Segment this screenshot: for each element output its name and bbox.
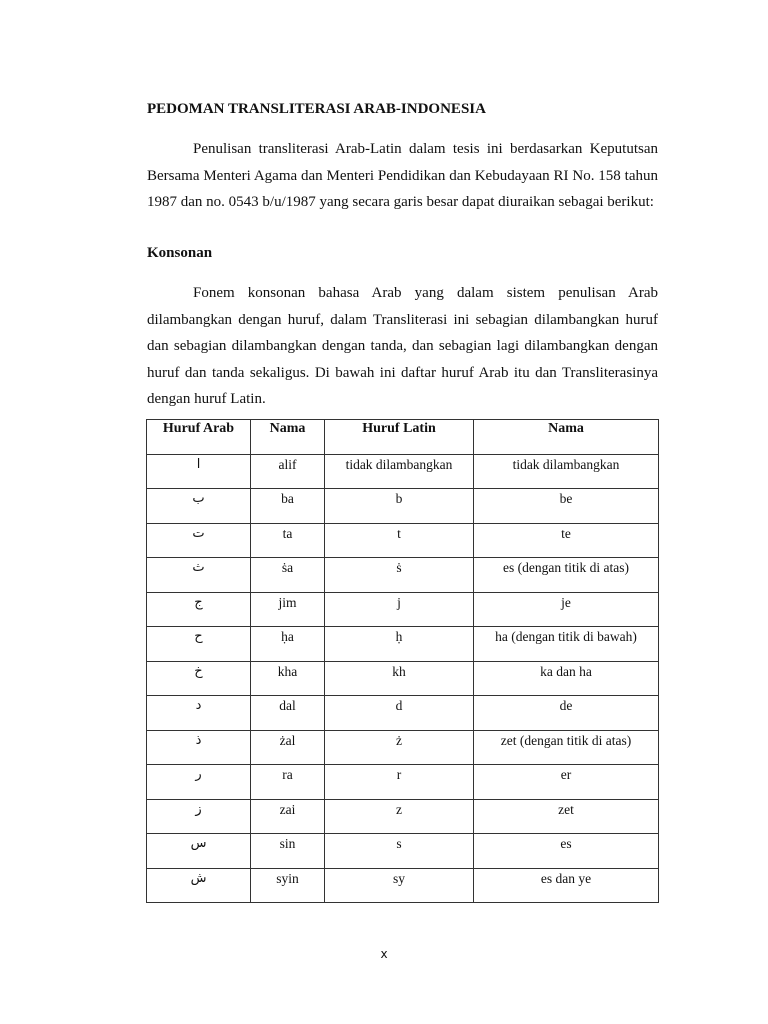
konsonan-paragraph: Fonem konsonan bahasa Arab yang dalam sistem penulisan Arab dilambangkan dengan huruf, dalam Transliterasi ini sebagian dilambangkan huruf dan sebagian dilambangkan dengan tanda, dan sebagian lagi dilambangkan dengan huruf dan tanda sekaligus. Di bawah ini daftar huruf Arab itu dan Transliterasinya dengan huruf Latin. <box>147 285 658 407</box>
cell-latin-name: er <box>474 765 659 800</box>
cell-latin-name: es dan ye <box>474 868 659 903</box>
cell-latin-name: es (dengan titik di atas) <box>474 558 659 593</box>
table-row <box>147 730 659 765</box>
cell-letter-name: ra <box>251 765 325 800</box>
header-huruf-latin: Huruf Latin <box>325 420 474 455</box>
cell-letter-name: sin <box>251 834 325 869</box>
cell-latin-letter: b <box>325 489 474 524</box>
cell-arab-letter: ذ <box>147 730 251 765</box>
cell-latin-name: te <box>474 523 659 558</box>
cell-latin-name: de <box>474 696 659 731</box>
cell-latin-name: ka dan ha <box>474 661 659 696</box>
cell-arab-letter: س <box>147 834 251 869</box>
cell-latin-name: ha (dengan titik di bawah) <box>474 627 659 662</box>
cell-latin-letter: j <box>325 592 474 627</box>
cell-arab-letter: ا <box>147 454 251 489</box>
cell-arab-letter: خ <box>147 661 251 696</box>
cell-latin-letter: ḥ <box>325 627 474 662</box>
cell-latin-name: zet <box>474 799 659 834</box>
table-header-row <box>147 420 659 455</box>
cell-letter-name: ḥa <box>251 627 325 662</box>
cell-arab-letter: ح <box>147 627 251 662</box>
table-row <box>147 627 659 662</box>
table-row <box>147 592 659 627</box>
header-nama-latin: Nama <box>474 420 659 455</box>
cell-latin-letter: r <box>325 765 474 800</box>
table-row <box>147 454 659 489</box>
page-number: x <box>380 947 388 961</box>
table-row <box>147 868 659 903</box>
cell-latin-name: es <box>474 834 659 869</box>
page-title: PEDOMAN TRANSLITERASI ARAB-INDONESIA <box>147 101 486 117</box>
cell-arab-letter: ت <box>147 523 251 558</box>
cell-arab-letter: ز <box>147 799 251 834</box>
table-row <box>147 489 659 524</box>
cell-arab-letter: ر <box>147 765 251 800</box>
cell-arab-letter: ج <box>147 592 251 627</box>
cell-latin-letter: d <box>325 696 474 731</box>
cell-letter-name: ta <box>251 523 325 558</box>
cell-latin-name: be <box>474 489 659 524</box>
cell-latin-letter: t <box>325 523 474 558</box>
table-row <box>147 765 659 800</box>
table-row <box>147 799 659 834</box>
cell-latin-letter: z <box>325 799 474 834</box>
cell-letter-name: kha <box>251 661 325 696</box>
transliteration-table <box>146 419 659 903</box>
table-row <box>147 558 659 593</box>
cell-latin-letter: ṡ <box>325 558 474 593</box>
cell-latin-letter: kh <box>325 661 474 696</box>
header-nama: Nama <box>251 420 325 455</box>
header-huruf-arab: Huruf Arab <box>147 420 251 455</box>
cell-latin-name: tidak dilambangkan <box>474 454 659 489</box>
cell-arab-letter: ب <box>147 489 251 524</box>
cell-letter-name: zai <box>251 799 325 834</box>
cell-letter-name: alif <box>251 454 325 489</box>
section-heading-konsonan: Konsonan <box>147 245 213 261</box>
cell-letter-name: dal <box>251 696 325 731</box>
cell-latin-letter: ż <box>325 730 474 765</box>
cell-letter-name: żal <box>251 730 325 765</box>
cell-letter-name: jim <box>251 592 325 627</box>
cell-latin-letter: sy <box>325 868 474 903</box>
cell-latin-letter: s <box>325 834 474 869</box>
table-row <box>147 696 659 731</box>
cell-letter-name: ṡa <box>251 558 325 593</box>
cell-latin-name: zet (dengan titik di atas) <box>474 730 659 765</box>
table-row <box>147 834 659 869</box>
cell-arab-letter: ش <box>147 868 251 903</box>
cell-letter-name: syin <box>251 868 325 903</box>
table-row <box>147 523 659 558</box>
cell-arab-letter: د <box>147 696 251 731</box>
cell-latin-letter: tidak dilambangkan <box>325 454 474 489</box>
cell-latin-name: je <box>474 592 659 627</box>
cell-letter-name: ba <box>251 489 325 524</box>
intro-paragraph: Penulisan transliterasi Arab-Latin dalam tesis ini berdasarkan Kepututsan Bersama Menteri Agama dan Menteri Pendidikan dan Kebudayaan RI No. 158 tahun 1987 dan no. 0543 b/u/1987 yang secara garis besar dapat diuraikan sebagai berikut: <box>147 141 658 210</box>
cell-arab-letter: ث <box>147 558 251 593</box>
table-row <box>147 661 659 696</box>
